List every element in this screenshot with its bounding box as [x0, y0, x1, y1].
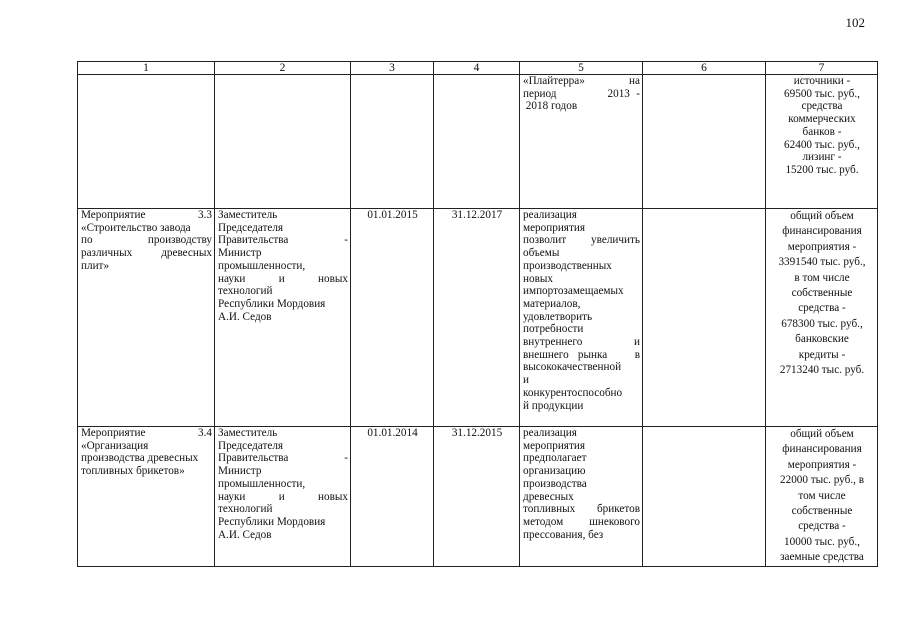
text-line: топливных брикетов»	[81, 465, 185, 478]
text-line: конкурентоспособно	[523, 386, 623, 399]
row2-end-date: 31.12.2017	[434, 209, 520, 427]
header-cell: 1	[78, 62, 215, 75]
text-line: А.И. Седов	[218, 310, 272, 323]
row2-col5	[520, 209, 643, 427]
text-line: 22000 тыс. руб., в	[780, 474, 864, 487]
row2-start-date: 01.01.2015	[351, 209, 434, 427]
row1-col1	[78, 75, 215, 209]
text-line: средства -	[798, 520, 846, 533]
text-line: Председателя	[218, 221, 284, 234]
text-line: общий объем	[790, 210, 854, 222]
text-line: мероприятия -	[787, 240, 857, 253]
text-line: 3391540 тыс. руб.,	[778, 256, 866, 269]
text-line: период 2013 -	[523, 87, 640, 100]
row2-col1	[78, 209, 215, 427]
text-line: том числе	[798, 489, 846, 502]
header-cell: 6	[643, 62, 766, 75]
row1-col2	[215, 75, 351, 209]
row3-col6	[643, 427, 766, 567]
text-line: средства	[801, 100, 843, 113]
text-line: реализация	[523, 427, 577, 439]
header-cell: 3	[351, 62, 434, 75]
row1-col4	[434, 75, 520, 209]
text-line: мероприятия	[523, 221, 585, 234]
text-line: науки и новых	[218, 272, 348, 285]
text-line: 10000 тыс. руб.,	[784, 535, 860, 548]
row3-col7	[766, 427, 878, 567]
text-line: Мероприятие 3.3	[81, 209, 212, 221]
text-line: внешнего рынка в	[523, 348, 640, 361]
text-line: и	[523, 374, 529, 387]
text-line: науки и новых	[218, 490, 348, 503]
text-line: банков -	[802, 125, 842, 138]
row3-col5	[520, 427, 643, 567]
text-line: финансирования	[782, 225, 862, 238]
text-line: производственных	[523, 259, 612, 272]
text-line: производства древесных	[81, 452, 199, 465]
text-line: кредиты -	[798, 348, 846, 361]
header-cell: 5	[520, 62, 643, 75]
text-line: методом шнекового	[523, 515, 640, 528]
text-line: в том числе	[794, 271, 850, 284]
text-line: Министр	[218, 247, 262, 260]
text-line: мероприятия -	[787, 458, 857, 471]
text-line: заемные средства	[780, 551, 864, 564]
table-row	[78, 209, 878, 427]
header-cell: 7	[766, 62, 878, 75]
text-line: А.И. Седов	[218, 528, 272, 541]
table-row	[78, 427, 878, 567]
text-line: топливных брикетов	[523, 503, 640, 516]
text-line: «Организация	[81, 439, 149, 452]
text-line: объемы	[523, 247, 560, 260]
text-line: удовлетворить	[523, 310, 593, 323]
text-line: позволит увеличить	[523, 234, 640, 247]
text-line: импортозамещаемых	[523, 285, 624, 298]
text-line: источники -	[793, 75, 851, 87]
text-line: мероприятия	[523, 439, 585, 452]
row2-col6	[643, 209, 766, 427]
program-table	[77, 61, 878, 567]
text-line: организацию	[523, 465, 586, 478]
text-line: 69500 тыс. руб.,	[784, 87, 860, 100]
text-line: 2018 годов	[523, 100, 578, 113]
text-line: Заместитель	[218, 209, 278, 221]
text-line: технологий	[218, 503, 273, 516]
text-line: Председателя	[218, 439, 284, 452]
text-line: общий объем	[790, 428, 854, 440]
text-line: 62400 тыс. руб.,	[784, 138, 860, 151]
text-line: финансирования	[782, 443, 862, 456]
text-line: 2713240 тыс. руб.	[779, 364, 865, 377]
text-line: собственные	[791, 505, 853, 518]
row1-col3	[351, 75, 434, 209]
text-line: прессования, без	[523, 528, 604, 541]
text-line: «Плайтерра» на	[523, 75, 640, 87]
row2-col7	[766, 209, 878, 427]
row1-col6	[643, 75, 766, 209]
text-line: Республики Мордовия	[218, 515, 326, 528]
text-line: новых	[523, 272, 553, 285]
text-line: 15200 тыс. руб.	[785, 163, 859, 176]
row1-col7	[766, 75, 878, 209]
row3-col1	[78, 427, 215, 567]
text-line: собственные	[791, 287, 853, 300]
text-line: Мероприятие 3.4	[81, 427, 212, 439]
header-row	[78, 62, 878, 75]
text-line: реализация	[523, 209, 577, 221]
text-line: лизинг -	[802, 151, 842, 164]
row3-end-date: 31.12.2015	[434, 427, 520, 567]
text-line: Правительства -	[218, 452, 348, 465]
text-line: предполагает	[523, 452, 587, 465]
row3-start-date: 01.01.2014	[351, 427, 434, 567]
text-line: высококачественной	[523, 361, 622, 374]
header-cell: 4	[434, 62, 520, 75]
text-line: коммерческих	[788, 113, 856, 126]
table-row	[78, 75, 878, 209]
text-line: древесных	[523, 490, 574, 503]
text-line: промышленности,	[218, 259, 306, 272]
text-line: Республики Мордовия	[218, 297, 326, 310]
page-number: 102	[845, 15, 865, 30]
row2-col2	[215, 209, 351, 427]
text-line: технологий	[218, 285, 273, 298]
text-line: плит»	[81, 259, 110, 272]
text-line: потребности	[523, 323, 584, 336]
text-line: 678300 тыс. руб.,	[781, 317, 863, 330]
text-line: Министр	[218, 465, 262, 478]
text-line: производства	[523, 477, 587, 490]
text-line: различных древесных	[81, 247, 212, 260]
text-line: внутреннего и	[523, 336, 640, 349]
row1-col5	[520, 75, 643, 209]
text-line: средства -	[798, 302, 846, 315]
text-line: по производству	[81, 234, 212, 247]
text-line: «Строительство завода	[81, 221, 191, 234]
text-line: й продукции	[523, 399, 584, 412]
header-cell: 2	[215, 62, 351, 75]
text-line: материалов,	[523, 297, 581, 310]
text-line: промышленности,	[218, 477, 306, 490]
text-line: банковские	[795, 333, 849, 346]
row3-col2	[215, 427, 351, 567]
text-line: Заместитель	[218, 427, 278, 439]
text-line: Правительства -	[218, 234, 348, 247]
